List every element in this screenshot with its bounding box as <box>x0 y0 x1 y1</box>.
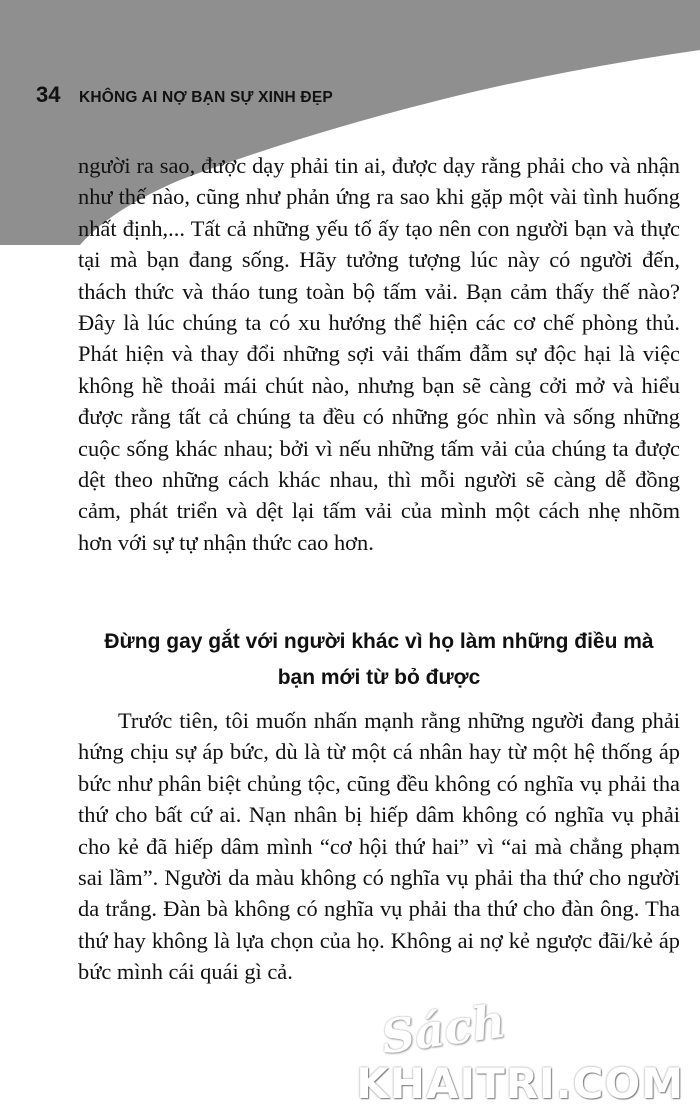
watermark-logo <box>355 993 690 1114</box>
paragraph-2: Trước tiên, tôi muốn nhấn mạnh rằng những người đang phải hứng chịu sự áp bức, dù là từ một cá nhân hay từ một hệ thống áp bức như phân biệt chủng tộc, cũng đều không có nghĩa vụ phải tha thứ cho bất cứ ai. Nạn nhân bị hiếp dâm không có nghĩa vụ phải cho kẻ đã hiếp dâm mình “cơ hội thứ hai” vì “ai mà chẳng phạm sai lầm”. Người da màu không có nghĩa vụ phải tha thứ cho người da trắng. Đàn bà không có nghĩa vụ phải tha thứ cho đàn ông. Tha thứ hay không là lựa chọn của họ. Không ai nợ kẻ ngược đãi/kẻ áp bức mình cái quái gì cả. <box>78 708 680 985</box>
paragraph-1: người ra sao, được dạy phải tin ai, được dạy rằng phải cho và nhận như thế nào, cũng như phản ứng ra sao khi gặp một vài tình huống nhất định,... Tất cả những yếu tố ấy tạo nên con người bạn và thực tại mà bạn đang sống. Hãy tưởng tượng lúc này có người đến, thách thức và tháo tung toàn bộ tấm vải. Bạn cảm thấy thế nào? Đây là lúc chúng ta có xu hướng thể hiện các cơ chế phòng thủ. Phát hiện và thay đổi những sợi vải thấm đẫm sự độc hại là việc không hề thoải mái chút nào, nhưng bạn sẽ càng cởi mở và hiểu được rằng tất cả chúng ta đều có những góc nhìn và sống những cuộc sống khác nhau; bởi vì nếu những tấm vải của chúng ta được dệt theo những cách khác nhau, thì mỗi người sẽ càng dễ đồng cảm, phát triển và dệt lại tấm vải của mình một cách nhẹ nhõm hơn với sự tự nhận thức cao hơn. <box>78 153 680 555</box>
book-title: KHÔNG AI NỢ BẠN SỰ XINH ĐẸP <box>78 89 333 106</box>
section-heading-line-2: bạn mới từ bỏ được <box>277 666 481 689</box>
running-header <box>36 82 333 108</box>
page-number: 34 <box>36 82 61 107</box>
watermark-script: Sách <box>377 993 509 1065</box>
watermark-brand: KHAITRI.COM <box>356 1059 684 1108</box>
section-heading-line-1: Đừng gay gắt với người khác vì họ làm những điều mà <box>104 630 654 653</box>
section-heading <box>78 624 680 696</box>
